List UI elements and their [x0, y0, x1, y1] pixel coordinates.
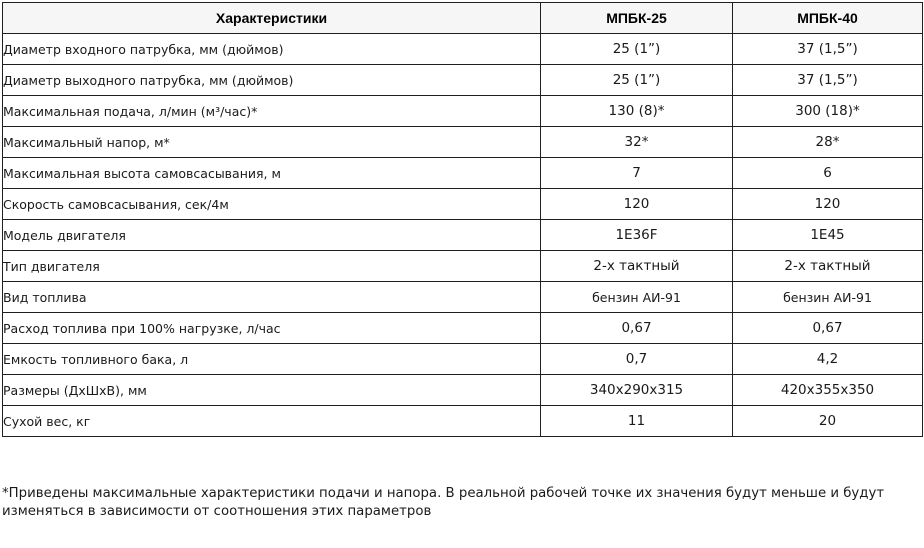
value-mpbk-25: 340x290x315 [541, 375, 733, 406]
row-label: Расход топлива при 100% нагрузке, л/час [3, 313, 541, 344]
row-label: Тип двигателя [3, 251, 541, 282]
value-mpbk-40: 300 (18)* [733, 96, 923, 127]
table-header-row [3, 3, 923, 34]
value-mpbk-25: 25 (1”) [541, 65, 733, 96]
table-row [3, 65, 923, 96]
header-characteristics: Характеристики [3, 3, 541, 34]
value-mpbk-40: 2-х тактный [733, 251, 923, 282]
row-label: Диаметр выходного патрубка, мм (дюймов) [3, 65, 541, 96]
row-label: Емкость топливного бака, л [3, 344, 541, 375]
value-mpbk-40: 37 (1,5”) [733, 65, 923, 96]
row-label: Сухой вес, кг [3, 406, 541, 437]
value-mpbk-40: 420x355x350 [733, 375, 923, 406]
table-row [3, 282, 923, 313]
row-label: Модель двигателя [3, 220, 541, 251]
table-row [3, 96, 923, 127]
header-model-mpbk-25: МПБК-25 [541, 3, 733, 34]
value-mpbk-40: 20 [733, 406, 923, 437]
value-mpbk-40: 1E45 [733, 220, 923, 251]
table-row [3, 220, 923, 251]
value-mpbk-40: 37 (1,5”) [733, 34, 923, 65]
value-mpbk-40: 4,2 [733, 344, 923, 375]
row-label: Максимальный напор, м* [3, 127, 541, 158]
table-row [3, 375, 923, 406]
row-label: Максимальная высота самовсасывания, м [3, 158, 541, 189]
value-mpbk-25: 1E36F [541, 220, 733, 251]
footnote: *Приведены максимальные характеристики подачи и напора. В реальной рабочей точке их значения будут меньше и будут изменяться в зависимости от соотношения этих параметров [2, 486, 885, 519]
value-mpbk-25: 25 (1”) [541, 34, 733, 65]
value-mpbk-25: 120 [541, 189, 733, 220]
header-model-mpbk-40: МПБК-40 [733, 3, 923, 34]
table-row [3, 158, 923, 189]
table-row [3, 127, 923, 158]
value-mpbk-25: 11 [541, 406, 733, 437]
value-mpbk-25: 0,67 [541, 313, 733, 344]
table-row [3, 313, 923, 344]
table-row [3, 406, 923, 437]
value-mpbk-40: 6 [733, 158, 923, 189]
row-label: Максимальная подача, л/мин (м³/час)* [3, 96, 541, 127]
table-row [3, 189, 923, 220]
row-label: Вид топлива [3, 282, 541, 313]
value-mpbk-40: 28* [733, 127, 923, 158]
value-mpbk-40: 120 [733, 189, 923, 220]
value-mpbk-25: бензин АИ-91 [541, 282, 733, 313]
value-mpbk-25: 32* [541, 127, 733, 158]
row-label: Диаметр входного патрубка, мм (дюймов) [3, 34, 541, 65]
table-row [3, 344, 923, 375]
specifications-table [2, 2, 923, 437]
value-mpbk-40: 0,67 [733, 313, 923, 344]
value-mpbk-25: 130 (8)* [541, 96, 733, 127]
value-mpbk-40: бензин АИ-91 [733, 282, 923, 313]
value-mpbk-25: 2-х тактный [541, 251, 733, 282]
table-row [3, 34, 923, 65]
table-row [3, 251, 923, 282]
value-mpbk-25: 7 [541, 158, 733, 189]
row-label: Скорость самовсасывания, сек/4м [3, 189, 541, 220]
value-mpbk-25: 0,7 [541, 344, 733, 375]
row-label: Размеры (ДхШхВ), мм [3, 375, 541, 406]
